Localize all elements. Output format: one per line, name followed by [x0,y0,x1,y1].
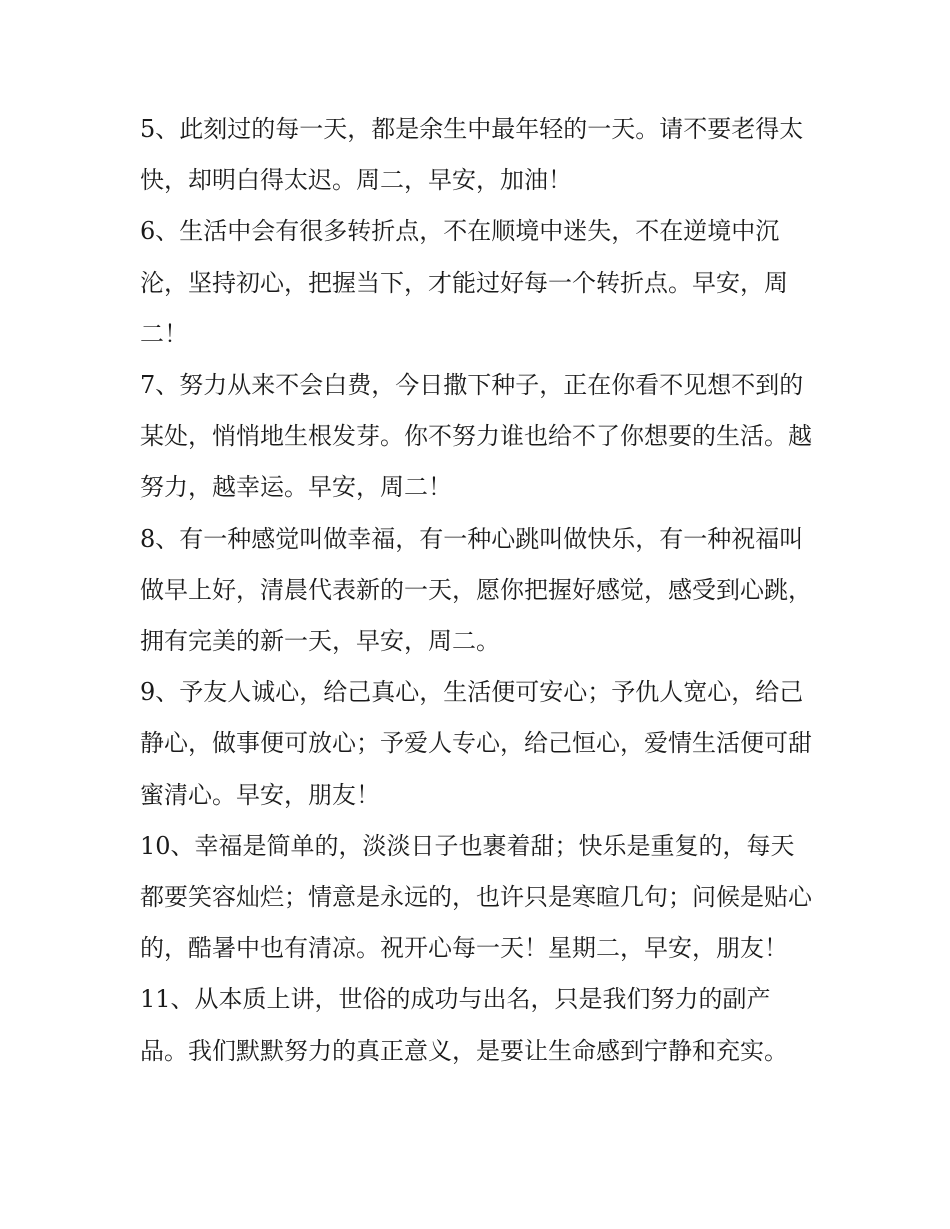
paragraph-8: 8、有一种感觉叫做幸福，有一种心跳叫做快乐，有一种祝福叫做早上好，清晨代表新的一天，愿你把握好感觉，感受到心跳，拥有完美的新一天，早安，周二。 [140,524,812,656]
paragraph-9: 9、予友人诚心，给己真心，生活便可安心；予仇人宽心，给己静心，做事便可放心；予爱人专心，给己恒心，爱情生活便可甜蜜清心。早安，朋友！ [140,678,812,809]
document-body [140,104,812,1077]
paragraph-11: 11、从本质上讲，世俗的成功与出名，只是我们努力的副产品。我们默默努力的真正意义，是要让生命感到宁静和充实。 [140,985,788,1065]
paragraph-5: 5、此刻过的每一天，都是余生中最年轻的一天。请不要老得太快，却明白得太迟。周二，早安，加油！ [140,115,804,195]
paragraph-10: 10、幸福是简单的，淡淡日子也裹着甜；快乐是重复的，每天都要笑容灿烂；情意是永远的，也许只是寒暄几句；问候是贴心的，酷暑中也有清凉。祝开心每一天！星期二，早安，朋友！ [140,831,812,963]
paragraph-7: 7、努力从来不会白费，今日撒下种子，正在你看不见想不到的某处，悄悄地生根发芽。你不努力谁也给不了你想要的生活。越努力，越幸运。早安，周二！ [140,371,812,502]
paragraph-6: 6、生活中会有很多转折点，不在顺境中迷失，不在逆境中沉沦，坚持初心，把握当下，才能过好每一个转折点。早安，周二！ [140,217,788,348]
